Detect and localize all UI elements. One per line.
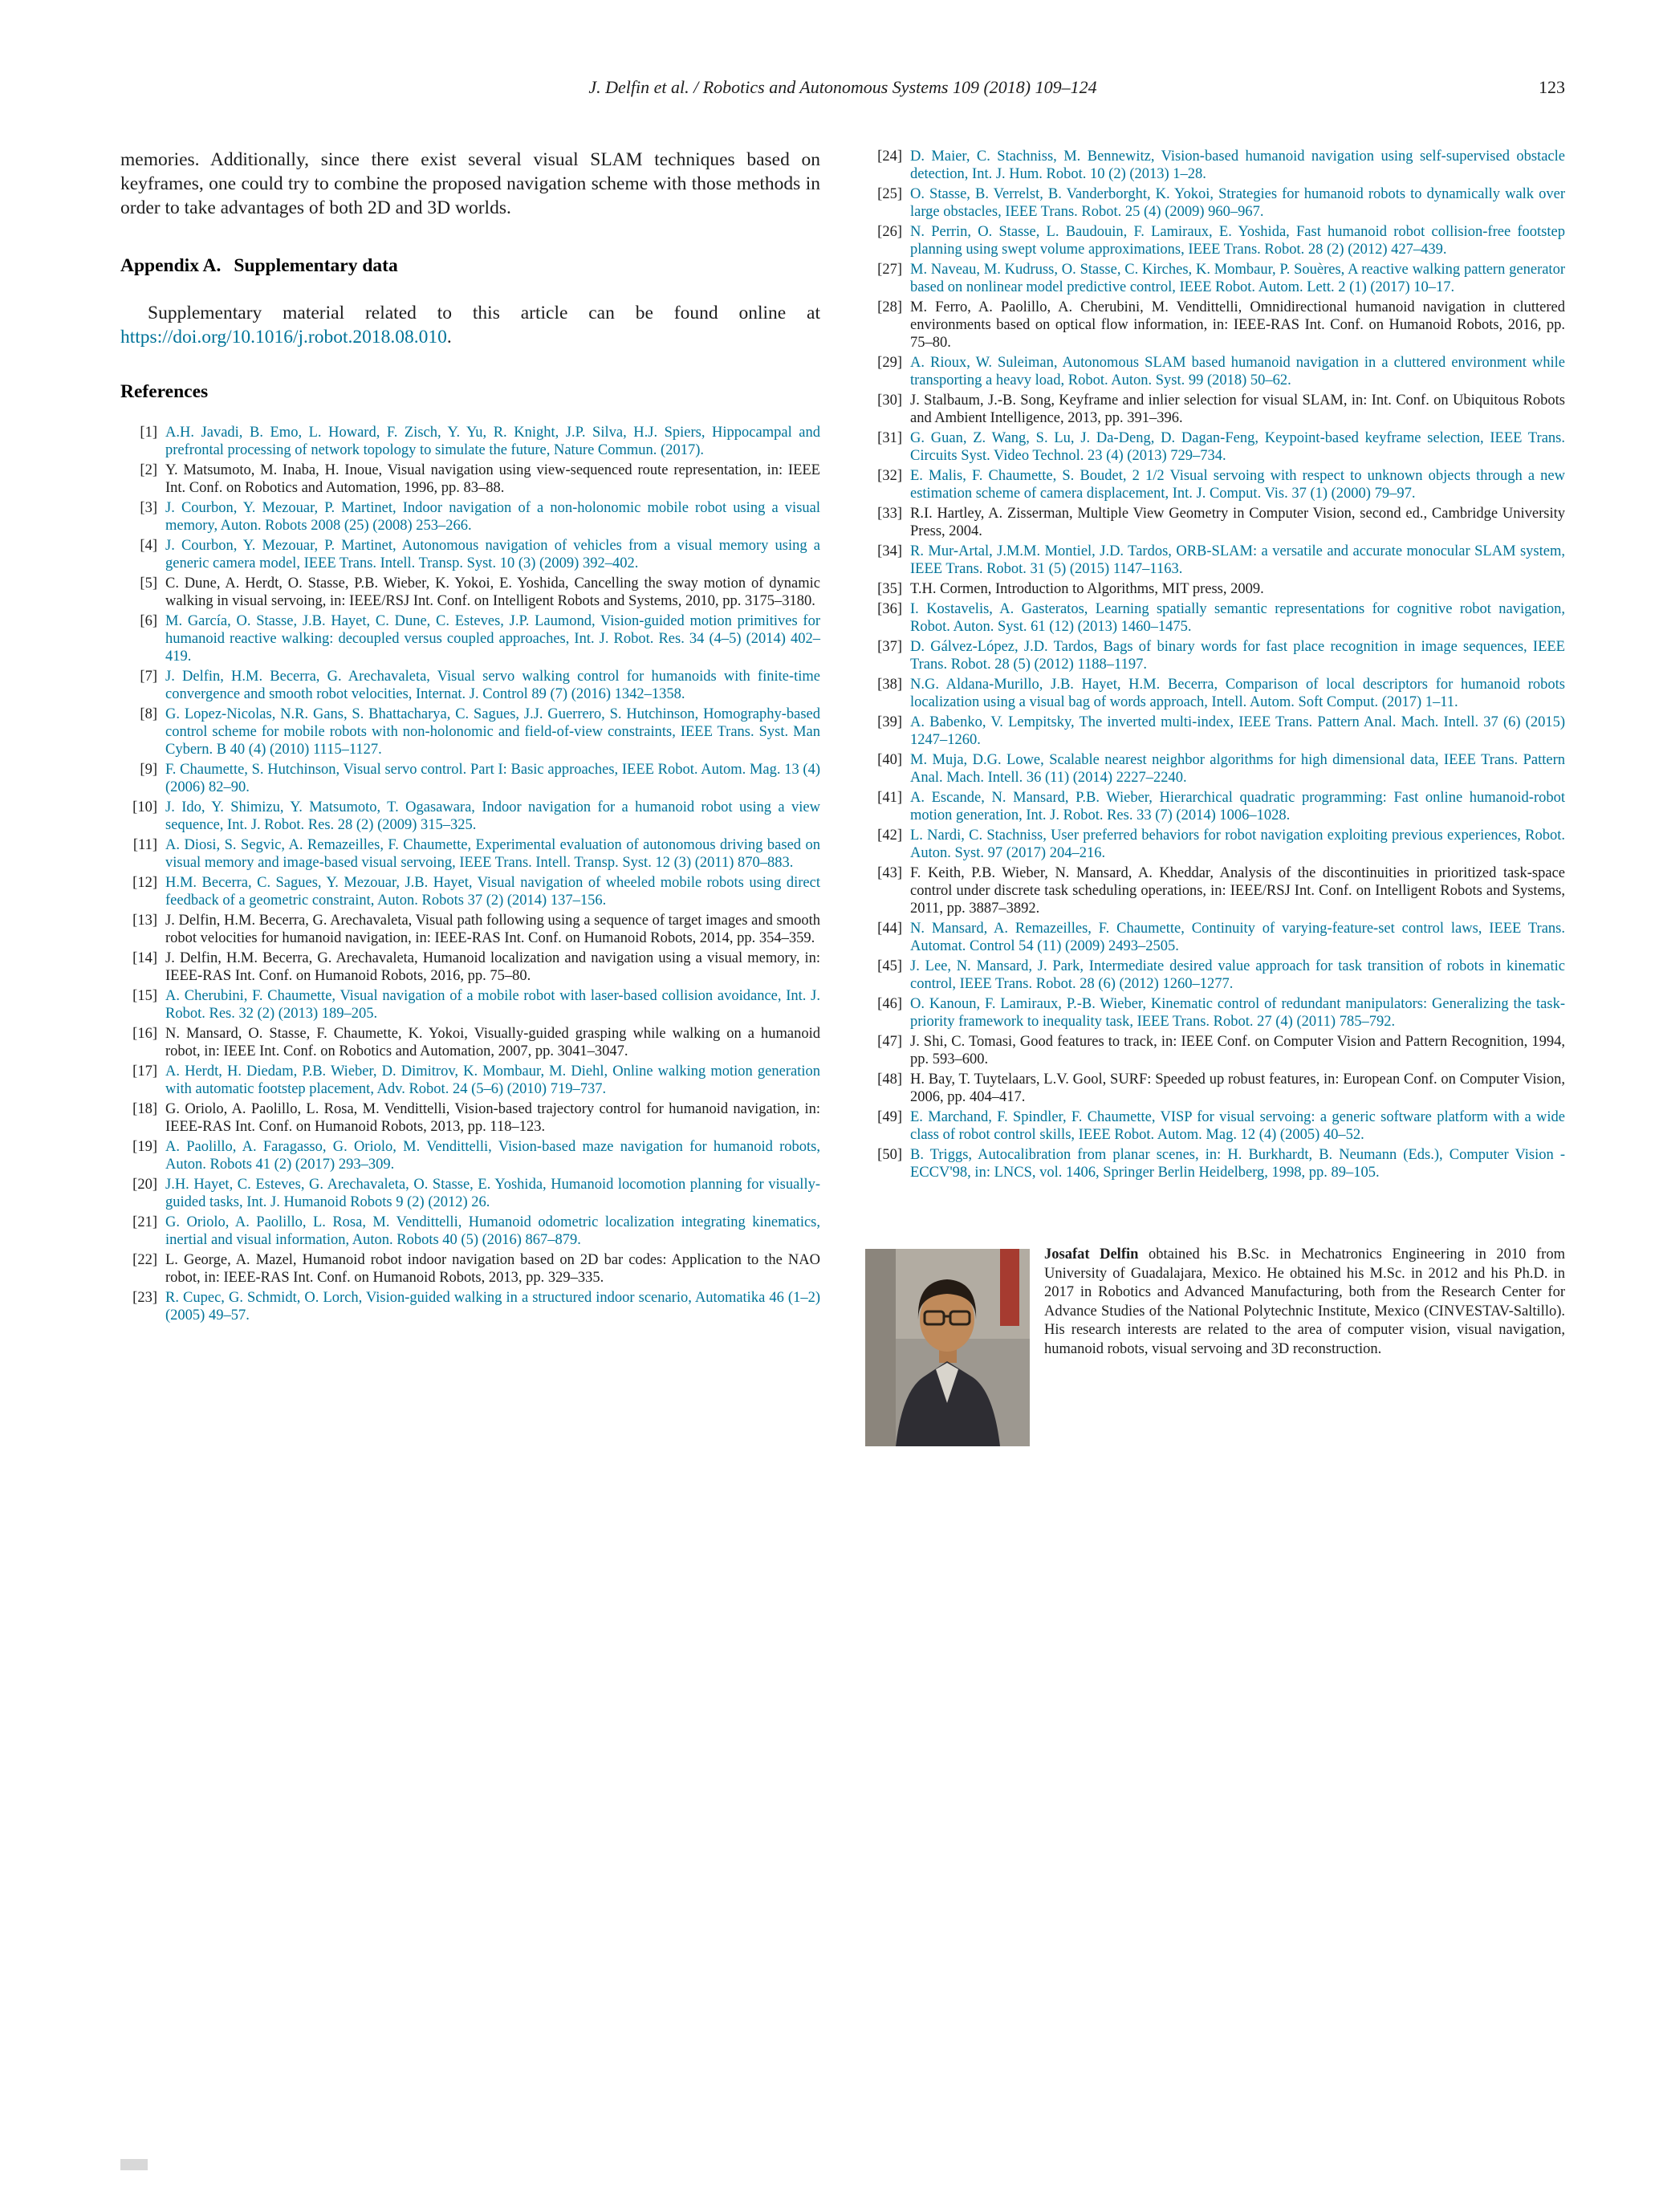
reference-item: [120, 987, 820, 1023]
author-bio-body: obtained his B.Sc. in Mechatronics Engineering in 2010 from University of Guadalajara, Mexico. He obtained his M.Sc. in 2012 and his Ph.D. in 2017 in Robotics and Advanced Manufacturing, both from the Research Center for Advance Studies of the National Polytechnic Institute, Mexico (CINVESTAV-Saltillo). His research interests are related to the area of computer vision, visual navigation, humanoid robots, visual servoing and 3D reconstruction.: [1044, 1246, 1565, 1357]
reference-number: [48]: [877, 1071, 902, 1088]
reference-link[interactable]: F. Chaumette, S. Hutchinson, Visual servo control. Part I: Basic approaches, IEEE Robot. Autom. Mag. 13 (4) (2006) 82–90.: [165, 762, 820, 795]
reference-number: [14]: [132, 950, 157, 966]
reference-item: [865, 1071, 1565, 1106]
page-bottom-mark: [120, 2159, 148, 2170]
reference-text: R.I. Hartley, A. Zisserman, Multiple View Geometry in Computer Vision, second ed., Cambridge University Press, 2004.: [910, 506, 1565, 539]
reference-item: [865, 676, 1565, 711]
reference-item: [120, 1251, 820, 1287]
reference-number: [19]: [132, 1139, 157, 1155]
reference-link[interactable]: G. Oriolo, A. Paolillo, L. Rosa, M. Vendittelli, Humanoid odometric localization integrating kinematics, inertial and visual information, Auton. Robots 40 (5) (2016) 867–879.: [165, 1214, 820, 1248]
reference-link[interactable]: O. Stasse, B. Verrelst, B. Vanderborght, K. Yokoi, Strategies for humanoid robots to dynamically walk over large obstacles, IEEE Trans. Robot. 25 (4) (2009) 960–967.: [910, 186, 1565, 220]
reference-text: J. Shi, C. Tomasi, Good features to track, in: IEEE Conf. on Computer Vision and Pattern Recognition, 1994, pp. 593–600.: [910, 1034, 1565, 1067]
reference-text: F. Keith, P.B. Wieber, N. Mansard, A. Kheddar, Analysis of the discontinuities in prioritized task-space control under discrete task scheduling operations, in: IEEE/RSJ Int. Conf. on Intelligent Robots and Systems, 2011, pp. 3887–3892.: [910, 865, 1565, 917]
author-name: Josafat Delfin: [1044, 1246, 1139, 1263]
reference-item: [120, 1138, 820, 1173]
reference-item: [865, 148, 1565, 183]
reference-number: [38]: [877, 677, 902, 693]
reference-number: [22]: [132, 1252, 157, 1268]
author-photo: [865, 1249, 1030, 1446]
reference-number: [16]: [132, 1026, 157, 1042]
reference-link[interactable]: N.G. Aldana-Murillo, J.B. Hayet, H.M. Becerra, Comparison of local descriptors for humanoid robots localization using a visual bag of words approach, Intell. Autom. Soft Comput. (2017) 1–11.: [910, 677, 1565, 710]
left-column: [120, 148, 820, 1327]
reference-link[interactable]: D. Maier, C. Stachniss, M. Bennewitz, Vision-based humanoid navigation using self-supervised obstacle detection, Int. J. Hum. Robot. 10 (2) (2013) 1–28.: [910, 148, 1565, 182]
references-heading: References: [120, 381, 209, 402]
reference-number: [5]: [140, 575, 157, 592]
appendix-paragraph: [120, 301, 820, 349]
reference-number: [26]: [877, 224, 902, 240]
reference-link[interactable]: A. Babenko, V. Lempitsky, The inverted multi-index, IEEE Trans. Pattern Anal. Mach. Intell. 37 (6) (2015) 1247–1260.: [910, 714, 1565, 748]
reference-link[interactable]: J. Lee, N. Mansard, J. Park, Intermediate desired value approach for task transition of robots in kinematic control, IEEE Trans. Robot. 28 (6) (2012) 1260–1277.: [910, 958, 1565, 992]
reference-item: [865, 354, 1565, 389]
reference-item: [120, 949, 820, 985]
reference-item: [120, 761, 820, 796]
reference-item: [120, 1025, 820, 1060]
reference-item: [865, 864, 1565, 917]
reference-link[interactable]: N. Perrin, O. Stasse, L. Baudouin, F. Lamiraux, E. Yoshida, Fast humanoid robot collision-free footstep planning using swept volume approximations, IEEE Trans. Robot. 28 (2) (2012) 427–439.: [910, 224, 1565, 258]
reference-item: [865, 714, 1565, 749]
reference-number: [7]: [140, 669, 157, 685]
reference-number: [40]: [877, 752, 902, 768]
reference-item: [120, 612, 820, 665]
reference-item: [865, 223, 1565, 258]
reference-text: J. Delfin, H.M. Becerra, G. Arechavaleta, Humanoid localization and navigation using a visual memory, in: IEEE-RAS Int. Conf. on Humanoid Robots, 2016, pp. 75–80.: [165, 950, 820, 984]
reference-link[interactable]: G. Lopez-Nicolas, N.R. Gans, S. Bhattacharya, C. Sagues, J.J. Guerrero, S. Hutchinson, Homography-based control scheme for mobile robots with non-holonomic and field-of-view constraints, IEEE Trans. Syst. Man Cybern. B 40 (4) (2010) 1115–1127.: [165, 706, 820, 758]
reference-number: [23]: [132, 1290, 157, 1306]
reference-text: J. Delfin, H.M. Becerra, G. Arechavaleta, Visual path following using a sequence of target images and smooth robot velocities for humanoid navigation, in: IEEE-RAS Int. Conf. on Humanoid Robots, 2014, pp. 354–359.: [165, 913, 820, 946]
two-column-layout: [120, 148, 1565, 1450]
reference-link[interactable]: M. Muja, D.G. Lowe, Scalable nearest neighbor algorithms for high dimensional data, IEEE Trans. Pattern Anal. Mach. Intell. 36 (11) (2014) 2227–2240.: [910, 752, 1565, 786]
reference-link[interactable]: A. Rioux, W. Suleiman, Autonomous SLAM based humanoid navigation in a cluttered environment while transporting a heavy load, Robot. Auton. Syst. 99 (2018) 50–62.: [910, 355, 1565, 388]
reference-number: [6]: [140, 613, 157, 629]
reference-number: [4]: [140, 538, 157, 554]
reference-number: [9]: [140, 762, 157, 778]
reference-item: [120, 799, 820, 834]
reference-item: [120, 462, 820, 497]
reference-number: [49]: [877, 1109, 902, 1125]
reference-number: [11]: [132, 837, 157, 853]
reference-link[interactable]: N. Mansard, A. Remazeilles, F. Chaumette, Continuity of varying-feature-set control laws, IEEE Trans. Automat. Control 54 (11) (2009) 2493–2505.: [910, 921, 1565, 954]
reference-item: [865, 638, 1565, 673]
reference-number: [20]: [132, 1177, 157, 1193]
reference-number: [33]: [877, 506, 902, 522]
reference-number: [45]: [877, 958, 902, 974]
running-title: J. Delfin et al. / Robotics and Autonomous Systems 109 (2018) 109–124: [588, 77, 1097, 97]
reference-number: [15]: [132, 988, 157, 1004]
reference-number: [13]: [132, 913, 157, 929]
reference-link[interactable]: R. Cupec, G. Schmidt, O. Lorch, Vision-guided walking in a structured indoor scenario, Automatika 46 (1–2) (2005) 49–57.: [165, 1290, 820, 1324]
reference-number: [30]: [877, 392, 902, 409]
reference-item: [865, 789, 1565, 824]
reference-item: [120, 1100, 820, 1136]
reference-item: [120, 537, 820, 572]
reference-number: [24]: [877, 148, 902, 165]
reference-item: [865, 958, 1565, 993]
reference-item: [865, 751, 1565, 787]
reference-link[interactable]: H.M. Becerra, C. Sagues, Y. Mezouar, J.B. Hayet, Visual navigation of wheeled mobile robots using direct feedback of a geometric constraint, Auton. Robots 37 (2) (2014) 137–156.: [165, 875, 820, 909]
reference-link[interactable]: A. Paolillo, A. Faragasso, G. Oriolo, M. Vendittelli, Vision-based maze navigation for humanoid robots, Auton. Robots 41 (2) (2017) 293–309.: [165, 1139, 820, 1173]
reference-number: [2]: [140, 462, 157, 478]
reference-text: Y. Matsumoto, M. Inaba, H. Inoue, Visual navigation using view-sequenced route representation, in: IEEE Int. Conf. on Robotics and Automation, 1996, pp. 83–88.: [165, 462, 820, 496]
reference-text: J. Stalbaum, J.-B. Song, Keyframe and inlier selection for visual SLAM, in: Int. Conf. on Ubiquitous Robots and Ambient Intelligence, 2013, pp. 391–396.: [910, 392, 1565, 426]
reference-number: [42]: [877, 827, 902, 844]
reference-item: [865, 543, 1565, 578]
reference-number: [35]: [877, 581, 902, 597]
reference-link[interactable]: J. Ido, Y. Shimizu, Y. Matsumoto, T. Ogasawara, Indoor navigation for a humanoid robot using a view sequence, Int. J. Robot. Res. 28 (2) (2009) 315–325.: [165, 799, 820, 833]
appendix-heading: [120, 255, 820, 277]
reference-item: [865, 185, 1565, 221]
reference-item: [120, 912, 820, 947]
reference-link[interactable]: G. Guan, Z. Wang, S. Lu, J. Da-Deng, D. Dagan-Feng, Keypoint-based keyframe selection, IEEE Trans. Circuits Syst. Video Technol. 23 (4) (2013) 729–734.: [910, 430, 1565, 464]
reference-number: [43]: [877, 865, 902, 881]
reference-item: [865, 1033, 1565, 1068]
reference-text: M. Ferro, A. Paolillo, A. Cherubini, M. Vendittelli, Omnidirectional humanoid navigation in cluttered environments based on optical flow information, in: IEEE-RAS Int. Conf. on Humanoid Robots, 2016, pp. 75–80.: [910, 299, 1565, 351]
reference-text: C. Dune, A. Herdt, O. Stasse, P.B. Wieber, K. Yokoi, E. Yoshida, Cancelling the sway motion of dynamic walking in visual servoing, in: IEEE/RSJ Int. Conf. on Intelligent Robots and Systems, 2010, pp. 3175–3180.: [165, 575, 820, 609]
reference-number: [39]: [877, 714, 902, 730]
reference-item: [120, 1176, 820, 1211]
reference-item: [865, 827, 1565, 862]
appendix-text: Supplementary material related to this article can be found online at: [148, 303, 820, 323]
page-header: [120, 77, 1565, 98]
reference-text: T.H. Cormen, Introduction to Algorithms, MIT press, 2009.: [910, 581, 1264, 597]
reference-list-right: [865, 148, 1565, 1181]
reference-link[interactable]: O. Kanoun, F. Lamiraux, P.-B. Wieber, Kinematic control of redundant manipulators: Generalizing the task-priority framework to inequality task, IEEE Trans. Robot. 27 (4) (2011) 785–792.: [910, 996, 1565, 1030]
reference-number: [12]: [132, 875, 157, 891]
doi-link[interactable]: https://doi.org/10.1016/j.robot.2018.08.010: [120, 327, 447, 348]
reference-item: [865, 429, 1565, 465]
reference-link[interactable]: E. Malis, F. Chaumette, S. Boudet, 2 1/2 Visual servoing with respect to unknown objects through a new estimation scheme of camera displacement, Int. J. Comput. Vis. 37 (1) (2000) 79–97.: [910, 468, 1565, 502]
reference-item: [865, 580, 1565, 598]
appendix-title: Supplementary data: [234, 255, 398, 276]
reference-number: [8]: [140, 706, 157, 722]
reference-link[interactable]: J. Delfin, H.M. Becerra, G. Arechavaleta, Visual servo walking control for humanoids with finite-time convergence and smooth robot velocities, Internat. J. Control 89 (7) (2016) 1342–1358.: [165, 669, 820, 702]
reference-number: [32]: [877, 468, 902, 484]
reference-number: [46]: [877, 996, 902, 1012]
reference-link[interactable]: R. Mur-Artal, J.M.M. Montiel, J.D. Tardos, ORB-SLAM: a versatile and accurate monocular SLAM system, IEEE Trans. Robot. 31 (5) (2015) 1147–1163.: [910, 543, 1565, 577]
closing-paragraph: memories. Additionally, since there exist several visual SLAM techniques based on keyframes, one could try to combine the proposed navigation scheme with those methods in order to take advantages of both 2D and 3D worlds.: [120, 149, 820, 218]
reference-item: [120, 499, 820, 535]
reference-item: [865, 600, 1565, 636]
reference-text: G. Oriolo, A. Paolillo, L. Rosa, M. Vendittelli, Vision-based trajectory control for humanoid navigation, in: IEEE-RAS Int. Conf. on Humanoid Robots, 2013, pp. 118–123.: [165, 1101, 820, 1135]
reference-number: [28]: [877, 299, 902, 315]
reference-number: [50]: [877, 1147, 902, 1163]
reference-list-left: [120, 424, 820, 1324]
reference-link[interactable]: M. García, O. Stasse, J.B. Hayet, C. Dune, C. Esteves, J.P. Laumond, Vision-guided motion primitives for humanoid reactive walking: decoupled versus coupled approaches, Int. J. Robot. Res. 34 (4–5) (2014) 402–419.: [165, 613, 820, 665]
reference-link[interactable]: A. Diosi, S. Segvic, A. Remazeilles, F. Chaumette, Experimental evaluation of autonomous driving based on visual memory and image-based visual servoing, IEEE Trans. Intell. Transp. Syst. 12 (3) (2011) 870–883.: [165, 837, 820, 871]
right-column: [865, 148, 1565, 1450]
reference-item: [865, 505, 1565, 540]
reference-number: [18]: [132, 1101, 157, 1117]
reference-number: [25]: [877, 186, 902, 202]
reference-item: [865, 920, 1565, 955]
reference-link[interactable]: I. Kostavelis, A. Gasteratos, Learning spatially semantic representations for cognitive robot navigation, Robot. Auton. Syst. 61 (12) (2013) 1460–1475.: [910, 601, 1565, 635]
reference-number: [44]: [877, 921, 902, 937]
reference-text: L. George, A. Mazel, Humanoid robot indoor navigation based on 2D bar codes: Application to the NAO robot, in: IEEE-RAS Int. Conf. on Humanoid Robots, 2013, pp. 329–335.: [165, 1252, 820, 1286]
reference-number: [36]: [877, 601, 902, 617]
reference-item: [865, 1146, 1565, 1181]
reference-link[interactable]: A. Escande, N. Mansard, P.B. Wieber, Hierarchical quadratic programming: Fast online humanoid-robot motion generation, Int. J. Robot. Res. 33 (7) (2014) 1006–1028.: [910, 790, 1565, 823]
reference-number: [47]: [877, 1034, 902, 1050]
reference-item: [865, 299, 1565, 352]
reference-number: [37]: [877, 639, 902, 655]
reference-item: [865, 392, 1565, 427]
reference-number: [10]: [132, 799, 157, 815]
reference-link[interactable]: J.H. Hayet, C. Esteves, G. Arechavaleta, O. Stasse, E. Yoshida, Humanoid locomotion planning for visually-guided tasks, Int. J. Humanoid Robots 9 (2) (2012) 26.: [165, 1177, 820, 1210]
reference-text: H. Bay, T. Tuytelaars, L.V. Gool, SURF: Speeded up robust features, in: European Conf. on Computer Vision, 2006, pp. 404–417.: [910, 1071, 1565, 1105]
reference-link[interactable]: M. Naveau, M. Kudruss, O. Stasse, C. Kirches, K. Mombaur, P. Souères, A reactive walking pattern generator based on nonlinear model predictive control, IEEE Robot. Autom. Lett. 2 (1) (2017) 10–17.: [910, 262, 1565, 295]
reference-link[interactable]: J. Courbon, Y. Mezouar, P. Martinet, Indoor navigation of a non-holonomic mobile robot using a visual memory, Auton. Robots 2008 (25) (2008) 253–266.: [165, 500, 820, 534]
reference-item: [120, 1063, 820, 1098]
reference-item: [120, 874, 820, 909]
reference-number: [41]: [877, 790, 902, 806]
reference-link[interactable]: D. Gálvez-López, J.D. Tardos, Bags of binary words for fast place recognition in image sequences, IEEE Trans. Robot. 28 (5) (2012) 1188–1197.: [910, 639, 1565, 673]
reference-number: [1]: [140, 425, 157, 441]
reference-item: [120, 1289, 820, 1324]
reference-item: [120, 705, 820, 758]
appendix-label: Appendix A.: [120, 255, 222, 276]
reference-item: [120, 575, 820, 610]
reference-link[interactable]: A. Cherubini, F. Chaumette, Visual navigation of a mobile robot with laser-based collision avoidance, Int. J. Robot. Res. 32 (2) (2013) 189–205.: [165, 988, 820, 1022]
reference-item: [120, 836, 820, 872]
reference-number: [21]: [132, 1214, 157, 1230]
reference-text: N. Mansard, O. Stasse, F. Chaumette, K. Yokoi, Visually-guided grasping while walking on a humanoid robot, in: IEEE Int. Conf. on Robotics and Automation, 2007, pp. 3041–3047.: [165, 1026, 820, 1059]
reference-item: [865, 1108, 1565, 1144]
appendix-text-period: .: [446, 327, 452, 348]
reference-item: [120, 1214, 820, 1249]
reference-number: [3]: [140, 500, 157, 516]
reference-number: [17]: [132, 1063, 157, 1080]
reference-number: [31]: [877, 430, 902, 446]
reference-link[interactable]: E. Marchand, F. Spindler, F. Chaumette, VISP for visual servoing: a generic software platform with a wide class of robot control skills, IEEE Robot. Autom. Mag. 12 (4) (2005) 40–52.: [910, 1109, 1565, 1143]
reference-number: [29]: [877, 355, 902, 371]
reference-item: [865, 995, 1565, 1031]
reference-item: [120, 424, 820, 459]
reference-item: [865, 261, 1565, 296]
page-number: 123: [1539, 77, 1565, 97]
author-bio: [865, 1246, 1565, 1359]
reference-item: [120, 668, 820, 703]
reference-link[interactable]: J. Courbon, Y. Mezouar, P. Martinet, Autonomous navigation of vehicles from a visual memory using a generic camera model, IEEE Trans. Intell. Transp. Syst. 10 (3) (2009) 392–402.: [165, 538, 820, 571]
reference-link[interactable]: B. Triggs, Autocalibration from planar scenes, in: H. Burkhardt, B. Neumann (Eds.), Computer Vision - ECCV'98, in: LNCS, vol. 1406, Springer Berlin Heidelberg, 1998, pp. 89–105.: [910, 1147, 1565, 1181]
reference-number: [27]: [877, 262, 902, 278]
reference-link[interactable]: A. Herdt, H. Diedam, P.B. Wieber, D. Dimitrov, K. Mombaur, M. Diehl, Online walking motion generation with automatic footstep placement, Adv. Robot. 24 (5–6) (2010) 719–737.: [165, 1063, 820, 1097]
reference-link[interactable]: A.H. Javadi, B. Emo, L. Howard, F. Zisch, Y. Yu, R. Knight, J.P. Silva, H.J. Spiers, Hippocampal and prefrontal processing of network topology to simulate the future, Nature Commun. (2017).: [165, 425, 820, 458]
reference-link[interactable]: L. Nardi, C. Stachniss, User preferred behaviors for robot navigation exploiting previous experiences, Robot. Auton. Syst. 97 (2017) 204–216.: [910, 827, 1565, 861]
reference-number: [34]: [877, 543, 902, 559]
reference-item: [865, 467, 1565, 502]
